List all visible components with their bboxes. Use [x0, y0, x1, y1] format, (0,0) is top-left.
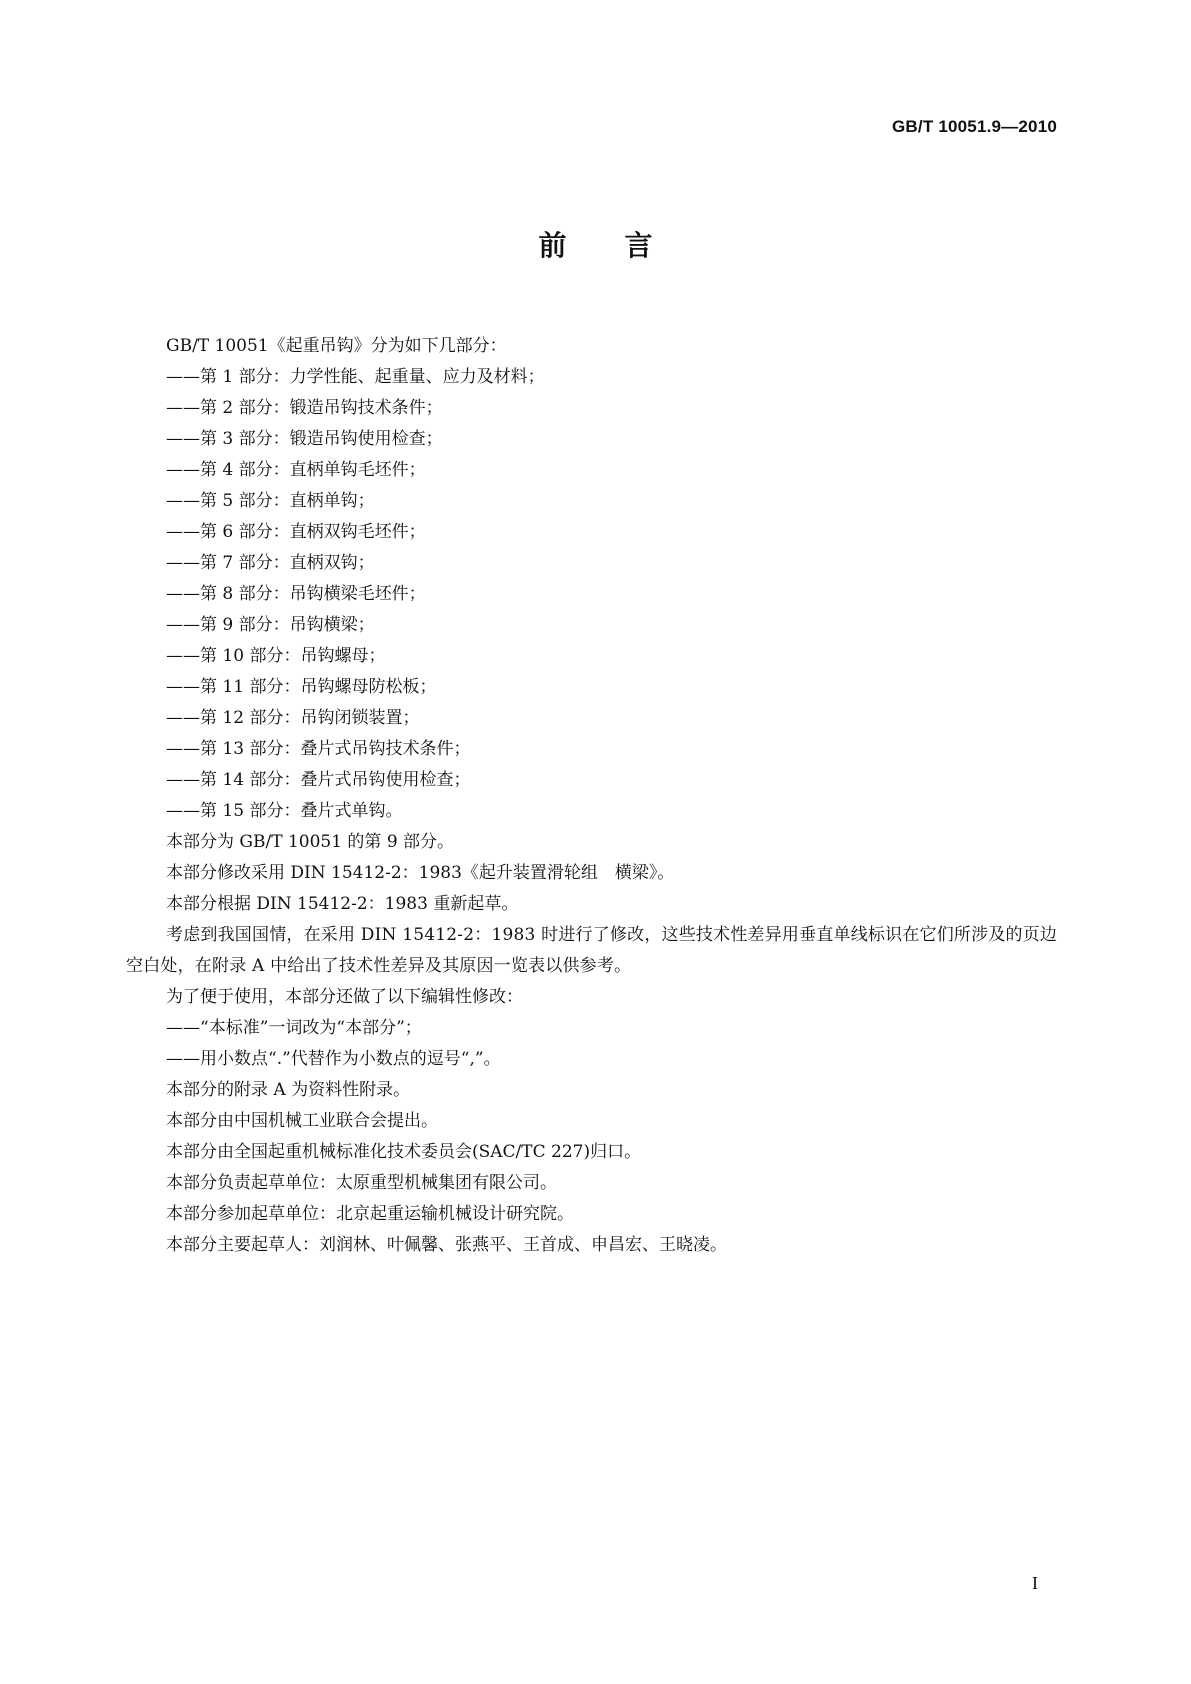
proposed-by-paragraph: 本部分由中国机械工业联合会提出。: [166, 1111, 438, 1131]
editorial-intro-paragraph: 为了便于使用，本部分还做了以下编辑性修改：: [166, 987, 523, 1007]
page-number: I: [1032, 1573, 1038, 1593]
part-list-item: ——第 7 部分：直柄双钩；: [166, 553, 375, 573]
part-list-item: ——第 12 部分：吊钩闭锁装置；: [166, 708, 420, 728]
centralized-by-paragraph: 本部分由全国起重机械标准化技术委员会(SAC/TC 227)归口。: [166, 1142, 642, 1162]
part-of-paragraph: 本部分为 GB/T 10051 的第 9 部分。: [166, 832, 455, 852]
drafters-paragraph: 本部分主要起草人：刘润林、叶佩馨、张燕平、王首成、申昌宏、王晓凌。: [166, 1235, 727, 1255]
part-list-item: ——第 9 部分：吊钩横梁；: [166, 615, 375, 635]
part-list-item: ——第 3 部分：锻造吊钩使用检查；: [166, 429, 443, 449]
technical-difference-paragraph: 考虑到我国国情，在采用 DIN 15412-2：1983 时进行了修改，这些技术性差异用垂直单线标识在它们所涉及的页边空白处，在附录 A 中给出了技术性差异及其原因一览表以供参考。: [126, 925, 1058, 976]
part-list-item: ——第 14 部分：叠片式吊钩使用检查；: [166, 770, 471, 790]
participating-unit-paragraph: 本部分参加起草单位：北京起重运输机械设计研究院。: [166, 1204, 574, 1224]
intro-paragraph: GB/T 10051《起重吊钩》分为如下几部分：: [166, 336, 507, 356]
adoption-paragraph: 本部分修改采用 DIN 15412-2：1983《起升装置滑轮组 横梁》。: [166, 863, 675, 883]
part-list-item: ——第 11 部分：吊钩螺母防松板；: [166, 677, 437, 697]
annex-paragraph: 本部分的附录 A 为资料性附录。: [166, 1080, 411, 1100]
part-list-item: ——第 6 部分：直柄双钩毛坯件；: [166, 522, 426, 542]
foreword-body: [126, 331, 1062, 1261]
part-list-item: ——第 10 部分：吊钩螺母；: [166, 646, 386, 666]
redraft-paragraph: 本部分根据 DIN 15412-2：1983 重新起草。: [166, 894, 519, 914]
part-list-item: ——第 2 部分：锻造吊钩技术条件；: [166, 398, 443, 418]
part-list-item: ——第 5 部分：直柄单钩；: [166, 491, 375, 511]
drafting-unit-paragraph: 本部分负责起草单位：太原重型机械集团有限公司。: [166, 1173, 557, 1193]
standard-code: GB/T 10051.9—2010: [892, 117, 1057, 136]
edit-list-item: ——“本标准”一词改为“本部分”；: [166, 1018, 422, 1038]
page-title: 前言: [538, 229, 711, 262]
part-list-item: ——第 15 部分：叠片式单钩。: [166, 801, 403, 821]
part-list-item: ——第 8 部分：吊钩横梁毛坯件；: [166, 584, 426, 604]
part-list-item: ——第 4 部分：直柄单钩毛坯件；: [166, 460, 426, 480]
part-list-item: ——第 13 部分：叠片式吊钩技术条件；: [166, 739, 471, 759]
part-list-item: ——第 1 部分：力学性能、起重量、应力及材料；: [166, 367, 545, 387]
edit-list-item: ——用小数点“.”代替作为小数点的逗号“,”。: [166, 1049, 501, 1069]
